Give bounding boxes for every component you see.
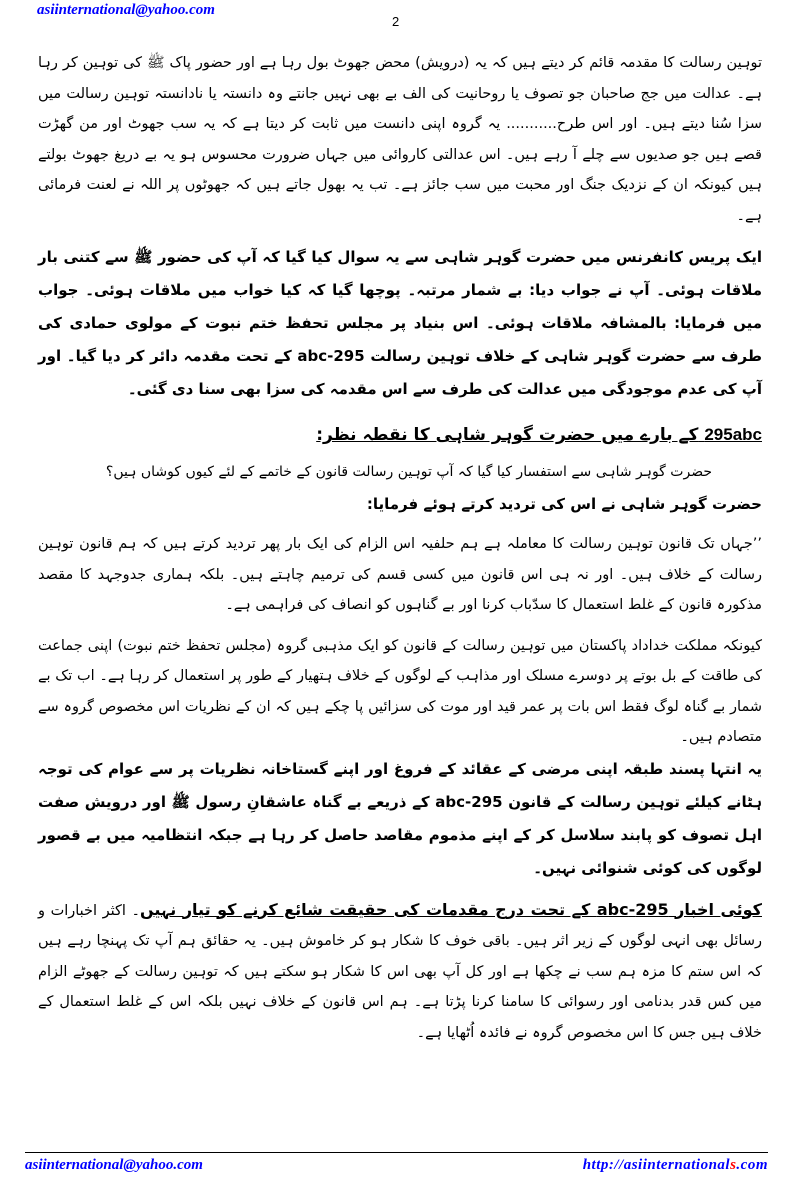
footer-email-link[interactable]: asiinternational@yahoo.com: [25, 1157, 203, 1173]
footer-url-highlight: s: [730, 1157, 737, 1173]
footer-divider: [25, 1152, 768, 1153]
answer-paragraph: ’’جہاں تک قانون توہین رسالت کا معاملہ ہے ہم حلفیہ اس الزام کی ایک بار پھر تردید کرتے ہیں کہ ہم قانون توہین رسالت کے خلاف ہیں۔ اور نہ ہی اس قانون میں کسی قسم کی ترمیم چاہتے ہیں۔ بلکہ ہماری جدوجہد کا مقصد مذکورہ قانون کے غلط استعمال کا سدّباب کرنا اور بے گناہوں کو انصاف کی فراہمی ہے۔: [38, 536, 762, 613]
section-heading-number: 295abc: [704, 425, 762, 444]
footer-url-suffix: .com: [736, 1157, 768, 1173]
section-heading-text: کے بارے میں حضرت گوہر شاہی کا نقطہ نظر:: [316, 425, 699, 445]
header-email-link[interactable]: asiinternational@yahoo.com: [37, 2, 215, 18]
document-body: [38, 48, 762, 1048]
closing-paragraph: [38, 895, 762, 1049]
answer-intro: حضرت گوہر شاہی نے اس کی تردید کرتے ہوئے فرمایا:: [366, 495, 762, 513]
answer-paragraph: کیونکہ مملکت خداداد پاکستان میں توہین رسالت کے قانون کو ایک مذہبی گروہ (مجلس تحفظ ختم نبوت) اپنی جماعت کی طاقت کے بل بوتے پر دوسرے مسلک اور مذاہب کے لوگوں کے خلاف ہتھیار کے طور پر استعمال کر رہا ہے۔ اب تک بے شمار بے گناہ لوگ فقط اس بات پر عمر قید اور موت کی سزائیں پا چکے ہیں کہ ان کے نظریات اس مخصوص گروہ سے متصادم ہیں۔: [38, 637, 762, 745]
page-number: 2: [392, 14, 400, 29]
footer-website-link[interactable]: [583, 1157, 768, 1174]
closing-text: ۔ اکثر اخبارات و رسائل بھی انہی لوگوں کے زیر اثر ہیں۔ باقی خوف کا شکار ہو کر خاموش ہیں۔ یہ حقائق ہم آپ تک پہنچا رہے ہیں کہ اس ستم کا مزہ ہم سب نے چکھا ہے اور کل آپ بھی اس کا شکار ہو سکتے ہیں کہ توہین رسالت کے جھوٹے الزام میں کس قدر بدنامی اور رسوائی کا سامنا کرنا پڑتا ہے۔ ہم اس قانون کے خلاف نہیں بلکہ اس کے غلط استعمال کے خلاف ہیں جس کا اس مخصوص گروہ نے فائدہ اُٹھایا ہے۔: [38, 902, 762, 1041]
paragraph-press-conference: ایک پریس کانفرنس میں حضرت گوہر شاہی سے یہ سوال کیا گیا کہ آپ کی حضور ﷺ سے کتنی بار ملاقات ہوئی۔ آپ نے جواب دیا: بے شمار مرتبہ۔ پوچھا گیا کہ کیا خواب میں ملاقات ہوئی۔ جواب میں فرمایا: بالمشافہ ملاقات ہوئی۔ اس بنیاد پر مجلس تحفظ ختم نبوت کے مولوی حمادی کی طرف سے حضرت گوہر شاہی کے خلاف توہین رسالت 295-abc کے تحت مقدمہ دائر کر دیا گیا۔ اور آپ کی عدم موجودگی میں عدالت کی طرف سے اس مقدمہ کی سزا بھی سنا دی گئی۔: [38, 248, 762, 398]
closing-heading: کوئی اخبار 295-abc کے تحت درج مقدمات کی حقیقت شائع کرنے کو تیار نہیں: [139, 899, 762, 919]
question-text: حضرت گوہر شاہی سے استفسار کیا گیا کہ آپ توہین رسالت قانون کے خاتمے کے لئے کیوں کوشاں ہیں؟: [105, 464, 712, 480]
paragraph-intro: توہین رسالت کا مقدمہ قائم کر دیتے ہیں کہ یہ (درویش) محض جھوٹ بول رہا ہے اور حضور پاک ﷺ کی توہین کر رہا ہے۔ عدالت میں جج صاحبان جو تصوف یا روحانیت کی الف بے بھی نہیں جانتے وہ دانستہ یا نادانستہ توہین رسالت میں سزا سُنا دیتے ہیں۔ اور اس طرح........... یہ گروہ اپنی دانست میں ثابت کر دیتا ہے کہ یہ سب جھوٹ اور من گھڑت قصے ہیں جو صدیوں سے چلے آ رہے ہیں۔ اس عدالتی کاروائی میں جہاں ضرورت محسوس ہو یہ بے دریغ جھوٹ بولتے ہیں کیونکہ ان کے نزدیک جنگ اور محبت میں سب جائز ہے۔ تب یہ بھول جاتے ہیں کہ جھوٹوں پر اللہ نے لعنت فرمائی ہے۔: [38, 55, 762, 224]
footer-url-prefix: http://asiinternational: [582, 1157, 731, 1173]
answer-paragraph: یہ انتہا پسند طبقہ اپنی مرضی کے عقائد کے فروغ اور اپنے گستاخانہ نظریات پر سے عوام کی توجہ ہٹانے کیلئے توہین رسالت کے قانون 295-abc کے ذریعے بے گناہ عاشقانِ رسول ﷺ اور درویش صفت اہل تصوف کو پابند سلاسل کر کے اپنے مذموم مقاصد حاصل کر رہا ہے جبکہ انتظامیہ میں بے قصور لوگوں کی کوئی شنوائی نہیں۔: [38, 759, 762, 877]
section-heading: [38, 418, 762, 452]
